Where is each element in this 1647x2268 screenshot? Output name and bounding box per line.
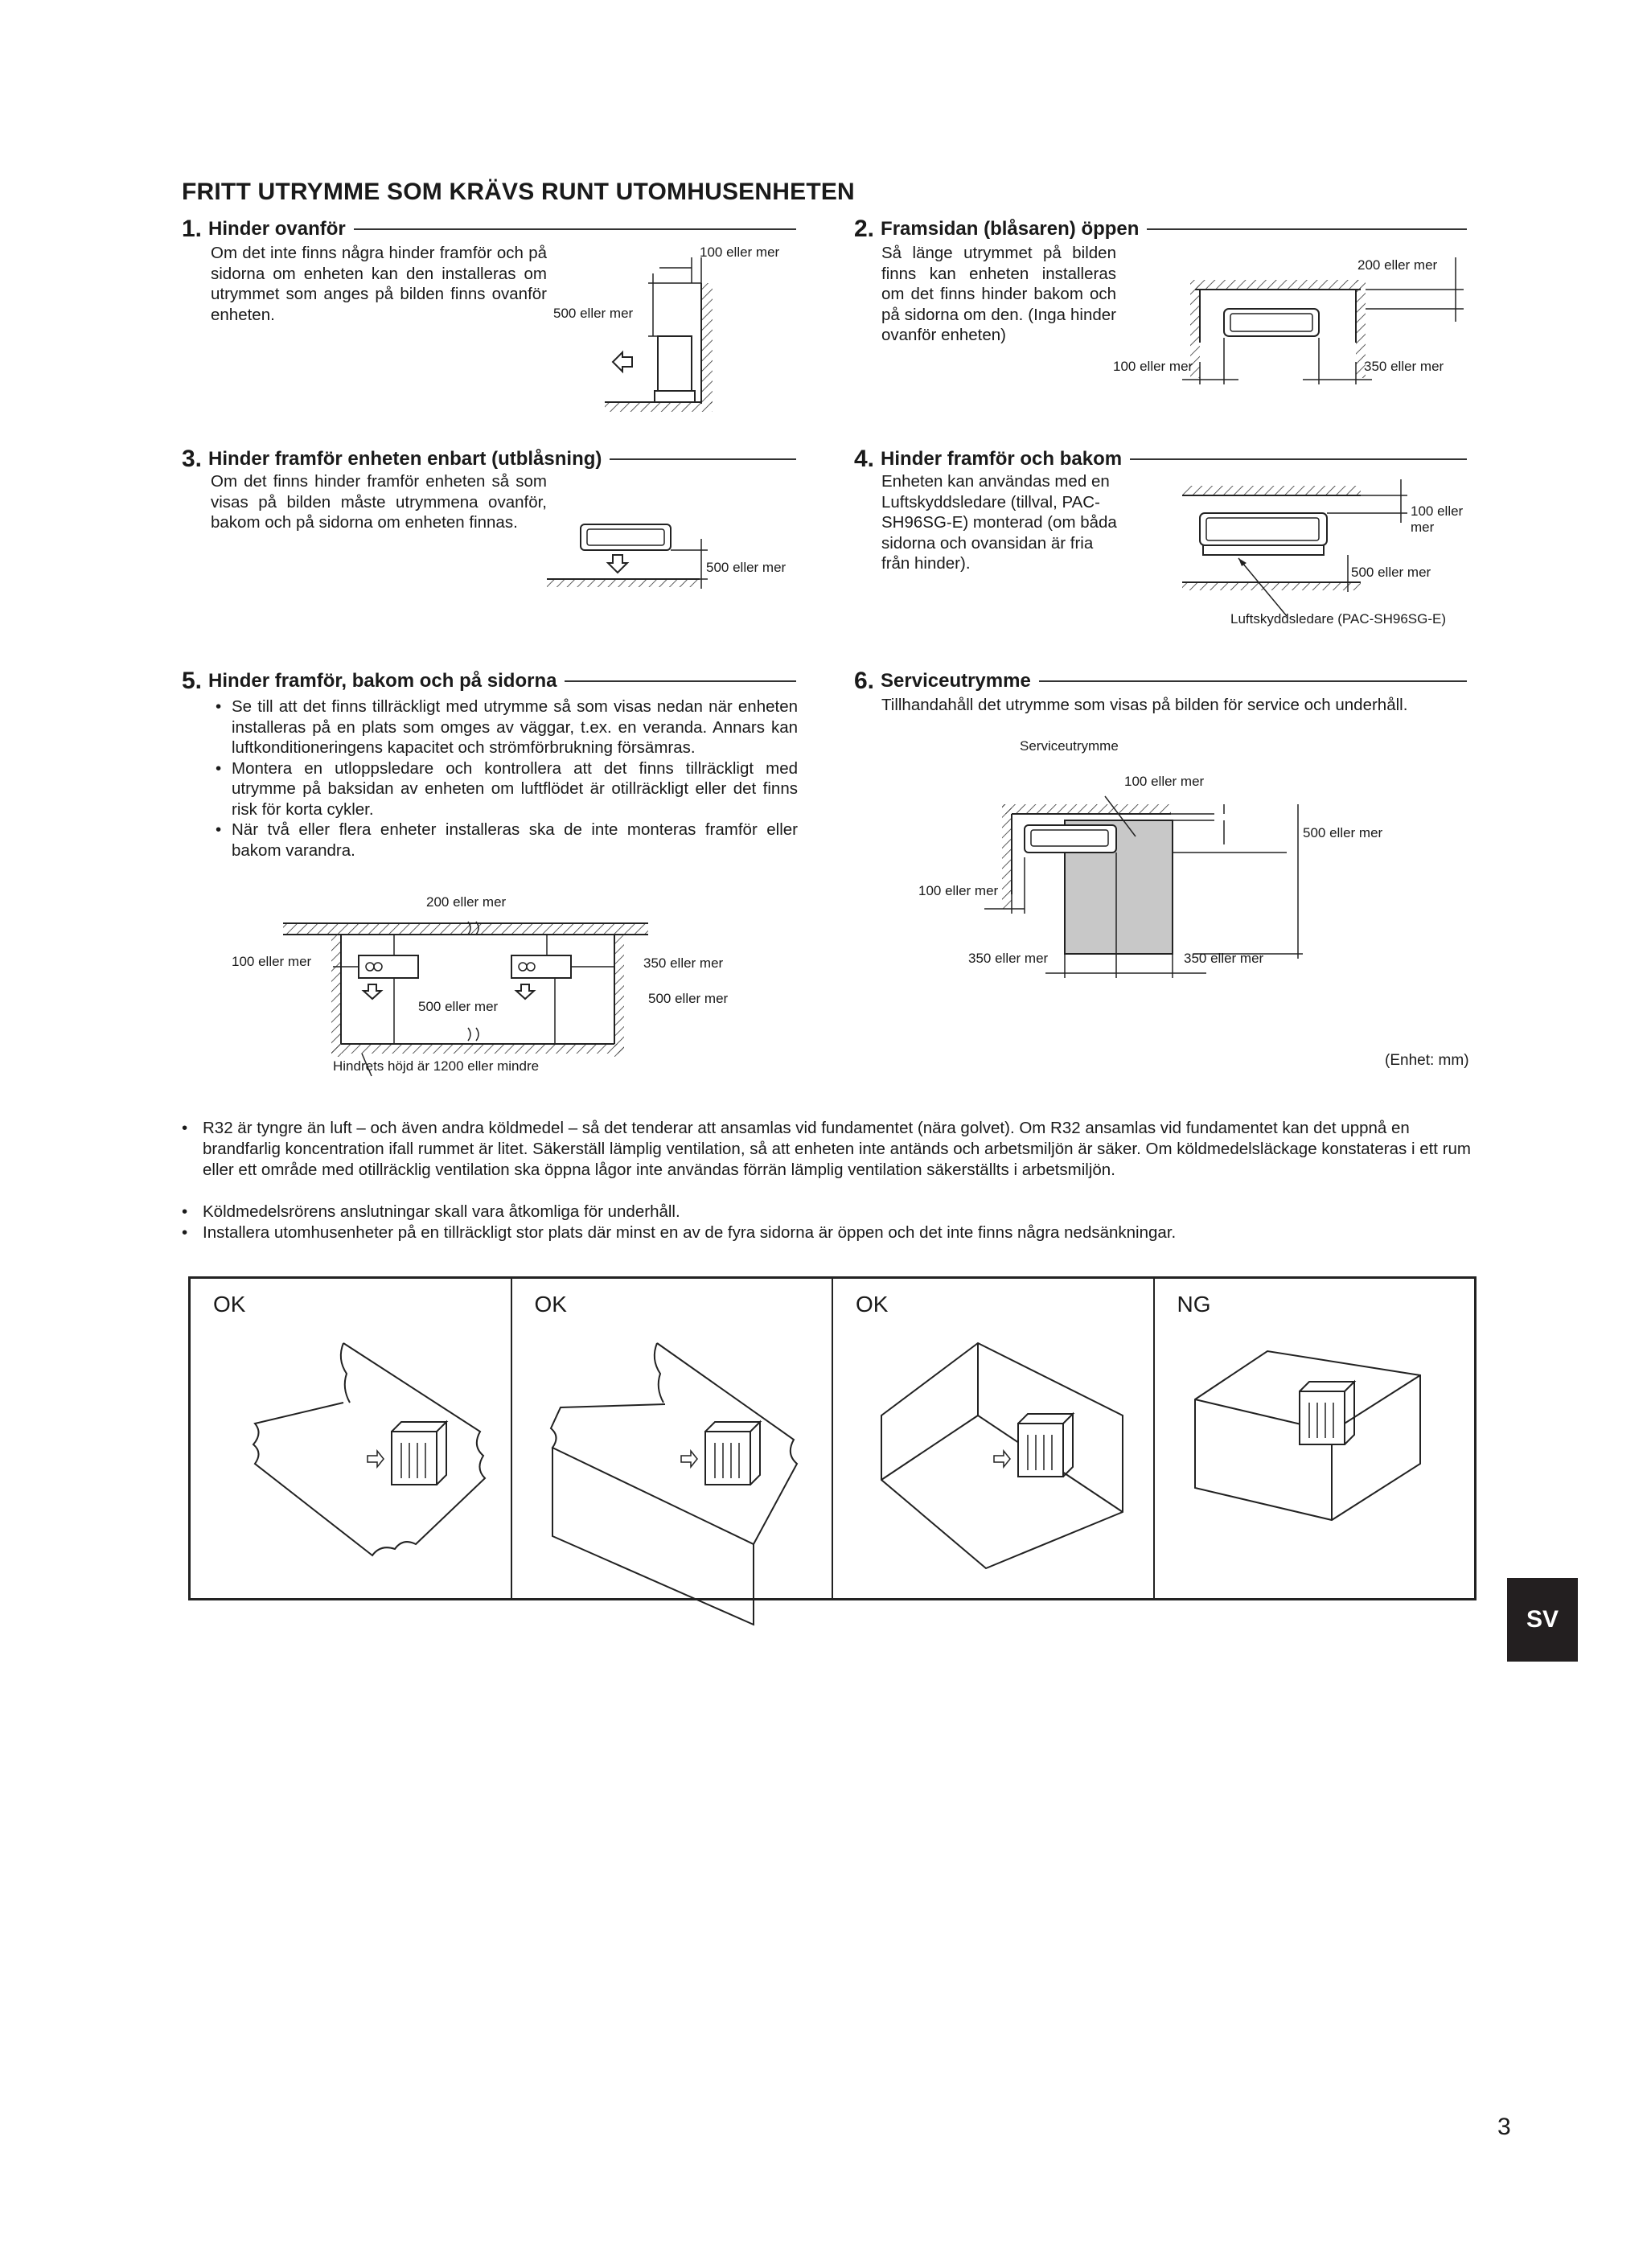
dim-label: 500 eller mer: [706, 560, 787, 575]
section-3-body: Om det finns hinder framför enheten så som visas på bilden måste utrymmena ovanför, bakom och på sidorna om enheten finnas.: [211, 472, 547, 532]
dim-label: Serviceutrymme: [1020, 738, 1119, 754]
dim-label: 100 eller: [1411, 503, 1464, 519]
example-cell: [833, 1279, 1155, 1598]
example-tag: OK: [213, 1292, 246, 1317]
example-tag: OK: [534, 1292, 567, 1317]
list-item: • När två eller flera enheter installeras ska de inte monteras framför eller bakom varandra.: [211, 820, 798, 861]
section-6-heading: [854, 668, 1467, 695]
dim-label: 100 eller mer: [918, 883, 999, 898]
dim-label: 500 eller mer: [648, 991, 729, 1006]
section-1-heading: [182, 216, 796, 243]
section-number: 5.: [182, 668, 203, 694]
section-4-heading: [854, 446, 1467, 473]
example-tag: NG: [1177, 1292, 1211, 1317]
diagram-obstacle-front-back: [1182, 475, 1423, 619]
section-number: 1.: [182, 216, 203, 242]
dim-label: Hindrets höjd är 1200 eller mindre: [333, 1058, 540, 1074]
general-notes: [182, 1118, 1480, 1243]
section-title: Hinder framför, bakom och på sidorna: [208, 670, 557, 692]
list-item: • Se till att det finns tillräckligt med utrymme så som visas nedan när enheten installeras på en plats som omges av väggar, t.ex. en veranda. Annars kan luftkonditioneringens kapacitet och strömförbrukning försämras.: [211, 696, 798, 758]
dim-label: 500 eller mer: [1303, 825, 1383, 840]
dim-label: 350 eller mer: [1184, 951, 1264, 966]
section-3-heading: [182, 446, 796, 473]
dim-label: 350 eller mer: [643, 955, 724, 971]
example-tag: OK: [856, 1292, 889, 1317]
dim-label: 100 eller mer: [700, 244, 780, 260]
example-illustration: [857, 1327, 1131, 1592]
dim-label: mer: [1411, 520, 1435, 535]
dim-label: 350 eller mer: [1364, 359, 1444, 374]
dim-label: 100 eller mer: [232, 954, 312, 969]
installation-examples: [188, 1276, 1477, 1600]
dim-label: 200 eller mer: [426, 894, 507, 910]
section-4-body: Enheten kan användas med en Luftskyddsledare (tillval, PAC-SH96SG-E) monterad (om båda sidorna och ovansidan är fria från hinder).: [881, 472, 1117, 573]
section-5-heading: [182, 668, 796, 695]
example-cell: [1155, 1279, 1475, 1598]
diagram-obstacle-all-sides: [225, 893, 676, 1070]
part-label: Luftskyddsledare (PAC-SH96SG-E): [1230, 611, 1447, 627]
example-illustration: [536, 1327, 810, 1592]
section-number: 4.: [854, 446, 875, 472]
list-item: • Installera utomhusenheter på en tillräckligt stor plats där minst en av de fyra sidorna är öppen och det inte finns några nedsänkningar.: [182, 1222, 1480, 1243]
section-title: Hinder ovanför: [208, 218, 346, 240]
list-item: • Montera en utloppsledare och kontrollera att det finns tillräckligt med utrymme på baksidan av enheten om luftflödet är otillräckligt eller det finns risk för korta cykler.: [211, 758, 798, 820]
example-cell: [512, 1279, 834, 1598]
section-title: Hinder framför enheten enbart (utblåsning): [208, 448, 602, 470]
unit-note: (Enhet: mm): [1385, 1052, 1469, 1069]
example-cell: [191, 1279, 512, 1598]
dim-label: 100 eller mer: [1113, 359, 1193, 374]
dim-label: 500 eller mer: [418, 999, 499, 1014]
list-item: • Köldmedelsrörens anslutningar skall vara åtkomliga för underhåll.: [182, 1202, 1480, 1222]
section-title: Hinder framför och bakom: [881, 448, 1123, 470]
diagram-obstacle-front: [547, 515, 796, 595]
section-number: 6.: [854, 668, 875, 694]
section-2-body: Så länge utrymmet på bilden finns kan enheten installeras om det finns hinder bakom och på sidorna om den. (Inga hinder ovanför enheten): [881, 244, 1116, 344]
dim-label: 100 eller mer: [1124, 774, 1205, 789]
section-2-heading: [854, 216, 1467, 243]
dim-label: 500 eller mer: [1351, 565, 1431, 580]
section-1-body: Om det inte finns några hinder framför och på sidorna om enheten kan den installeras om utrymmet som anges på bilden finns ovanför enheten.: [211, 244, 547, 324]
language-tab: SV: [1507, 1578, 1578, 1662]
section-5-bullets: [211, 696, 798, 861]
section-6-body: Tillhandahåll det utrymme som visas på bilden för service och underhåll.: [881, 696, 1408, 714]
page-number: 3: [1497, 2114, 1511, 2140]
example-illustration: [223, 1327, 496, 1592]
dim-label: 500 eller mer: [553, 306, 634, 321]
diagram-service-space: [965, 772, 1335, 981]
dim-label: 350 eller mer: [968, 951, 1049, 966]
section-title: Framsidan (blåsaren) öppen: [881, 218, 1140, 240]
section-number: 2.: [854, 216, 875, 242]
list-item: • R32 är tyngre än luft – och även andra köldmedel – så det tenderar att ansamlas vid fundamentet (nära golvet). Om R32 ansamlas vid fundamentet kan det uppnå en brandfarlig koncentration ifall rummet är litet. Säkerställ lämplig ventilation, så att enheten inte antänds och arbetsmiljön är säker. Om köldmedelsläckage konstateras i ett rum eller ett område med otillräcklig ventilation ska öppna lågor inte användas förrän lämplig ventilation säkerställts i arbetsmiljön.: [182, 1118, 1480, 1181]
diagram-obstacle-above: [555, 241, 796, 418]
section-title: Serviceutrymme: [881, 670, 1031, 692]
section-number: 3.: [182, 446, 203, 472]
page-title: FRITT UTRYMME SOM KRÄVS RUNT UTOMHUSENHETEN: [182, 179, 855, 205]
example-illustration: [1195, 1343, 1452, 1584]
dim-label: 200 eller mer: [1357, 257, 1438, 273]
